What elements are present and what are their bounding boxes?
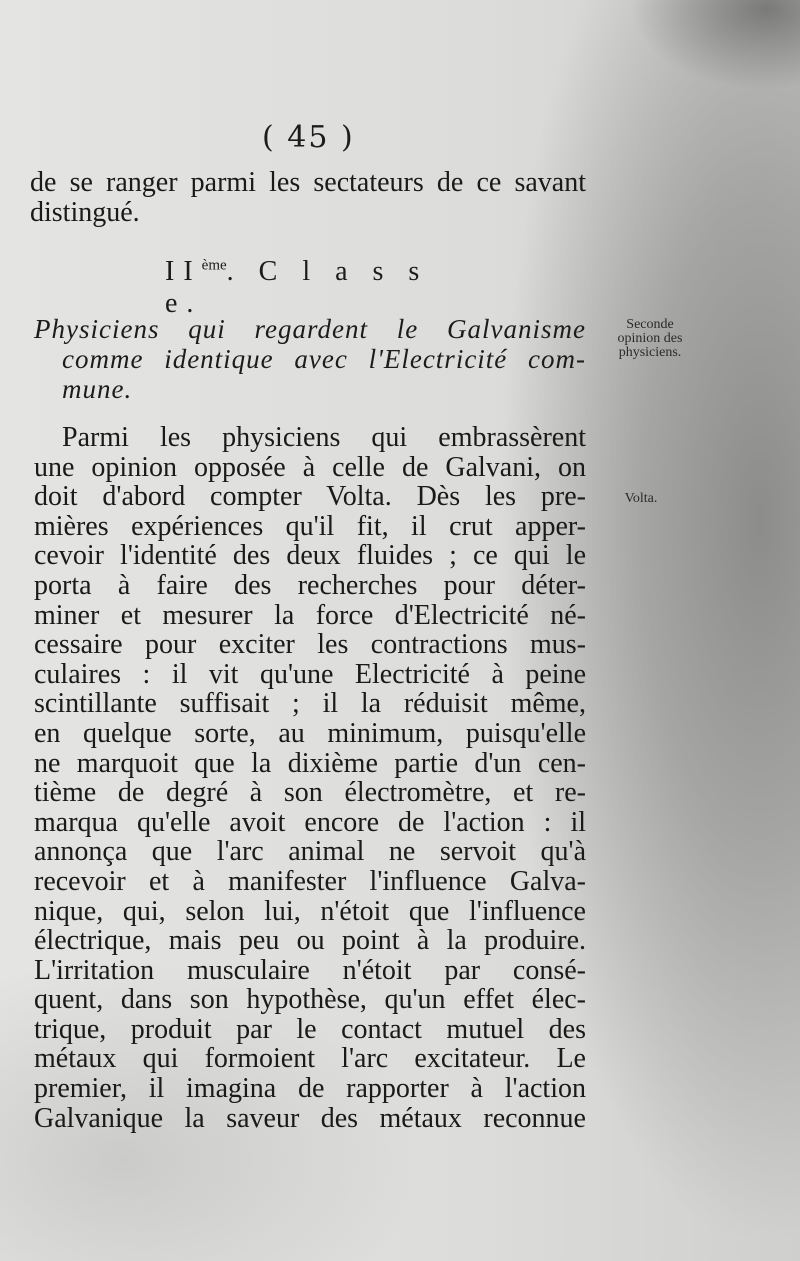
text-line: ne marquoit que la dixième partie d'un cen- [34, 747, 586, 779]
text-line: une opinion opposée à celle de Galvani, on [34, 451, 586, 483]
section-heading: IIème. C l a s s e. [165, 256, 429, 319]
text-line: en quelque sorte, au minimum, puisqu'elle [34, 717, 586, 749]
text-line: culaires : il vit qu'une Electricité à peine [34, 658, 586, 690]
margin-note-volta: Volta. [624, 491, 658, 506]
subtitle-line: comme identique avec l'Electricité com- [62, 344, 586, 374]
text-line: premier, il imagina de rapporter à l'action [34, 1073, 586, 1105]
margin-note-second-opinion [592, 318, 708, 360]
text-line: cessaire pour exciter les contractions mus- [34, 629, 586, 661]
text-line: cevoir l'identité des deux fluides ; ce qui le [34, 540, 586, 572]
page-stain [630, 0, 800, 90]
text-line: recevoir et à manifester l'influence Galva- [34, 865, 586, 897]
margin-note-line: Seconde [626, 317, 674, 332]
text-line: marqua qu'elle avoit encore de l'action : il [34, 806, 586, 838]
heading-suffix: ème [201, 257, 227, 274]
subtitle-line: Physiciens qui regardent le Galvanisme [34, 314, 586, 344]
text-line: L'irritation musculaire n'étoit par consé- [34, 954, 586, 986]
page-number: ( 45 ) [262, 120, 355, 155]
text-line: porta à faire des recherches pour déter- [34, 569, 586, 601]
section-subtitle [34, 314, 586, 404]
heading-numeral: II [165, 256, 202, 287]
margin-note-line: physiciens. [618, 345, 682, 360]
text-line: électrique, mais peu ou point à la produire. [34, 925, 586, 957]
text-line: métaux qui formoient l'arc excitateur. Le [34, 1043, 586, 1075]
text-line: annonça que l'arc animal ne servoit qu'à [34, 836, 586, 868]
text-line: mières expériences qu'il fit, il crut apper- [34, 510, 586, 542]
heading-label: C l a s s e. [165, 256, 429, 319]
text-line: distingué. [30, 196, 140, 228]
text-line: Galvanique la saveur des métaux reconnue [34, 1102, 586, 1134]
text-line: nique, qui, selon lui, n'étoit que l'influence [34, 895, 586, 927]
text-line: quent, dans son hypothèse, qu'un effet élec- [34, 984, 586, 1016]
subtitle-line: mune. [62, 374, 133, 404]
text-line: miner et mesurer la force d'Electricité né- [34, 599, 586, 631]
intro-paragraph [30, 168, 586, 227]
text-line: scintillante suffisait ; il la réduisit même, [34, 688, 586, 720]
body-paragraph [34, 423, 586, 1133]
text-line: trique, produit par le contact mutuel des [34, 1013, 586, 1045]
text-line: Parmi les physiciens qui embrassèrent [62, 422, 586, 453]
margin-note-line: opinion des [617, 331, 683, 346]
text-line: tième de degré à son électromètre, et re- [34, 777, 586, 809]
text-line: doit d'abord compter Volta. Dès les pre- [34, 481, 586, 513]
text-line: de se ranger parmi les sectateurs de ce savant [30, 167, 586, 198]
